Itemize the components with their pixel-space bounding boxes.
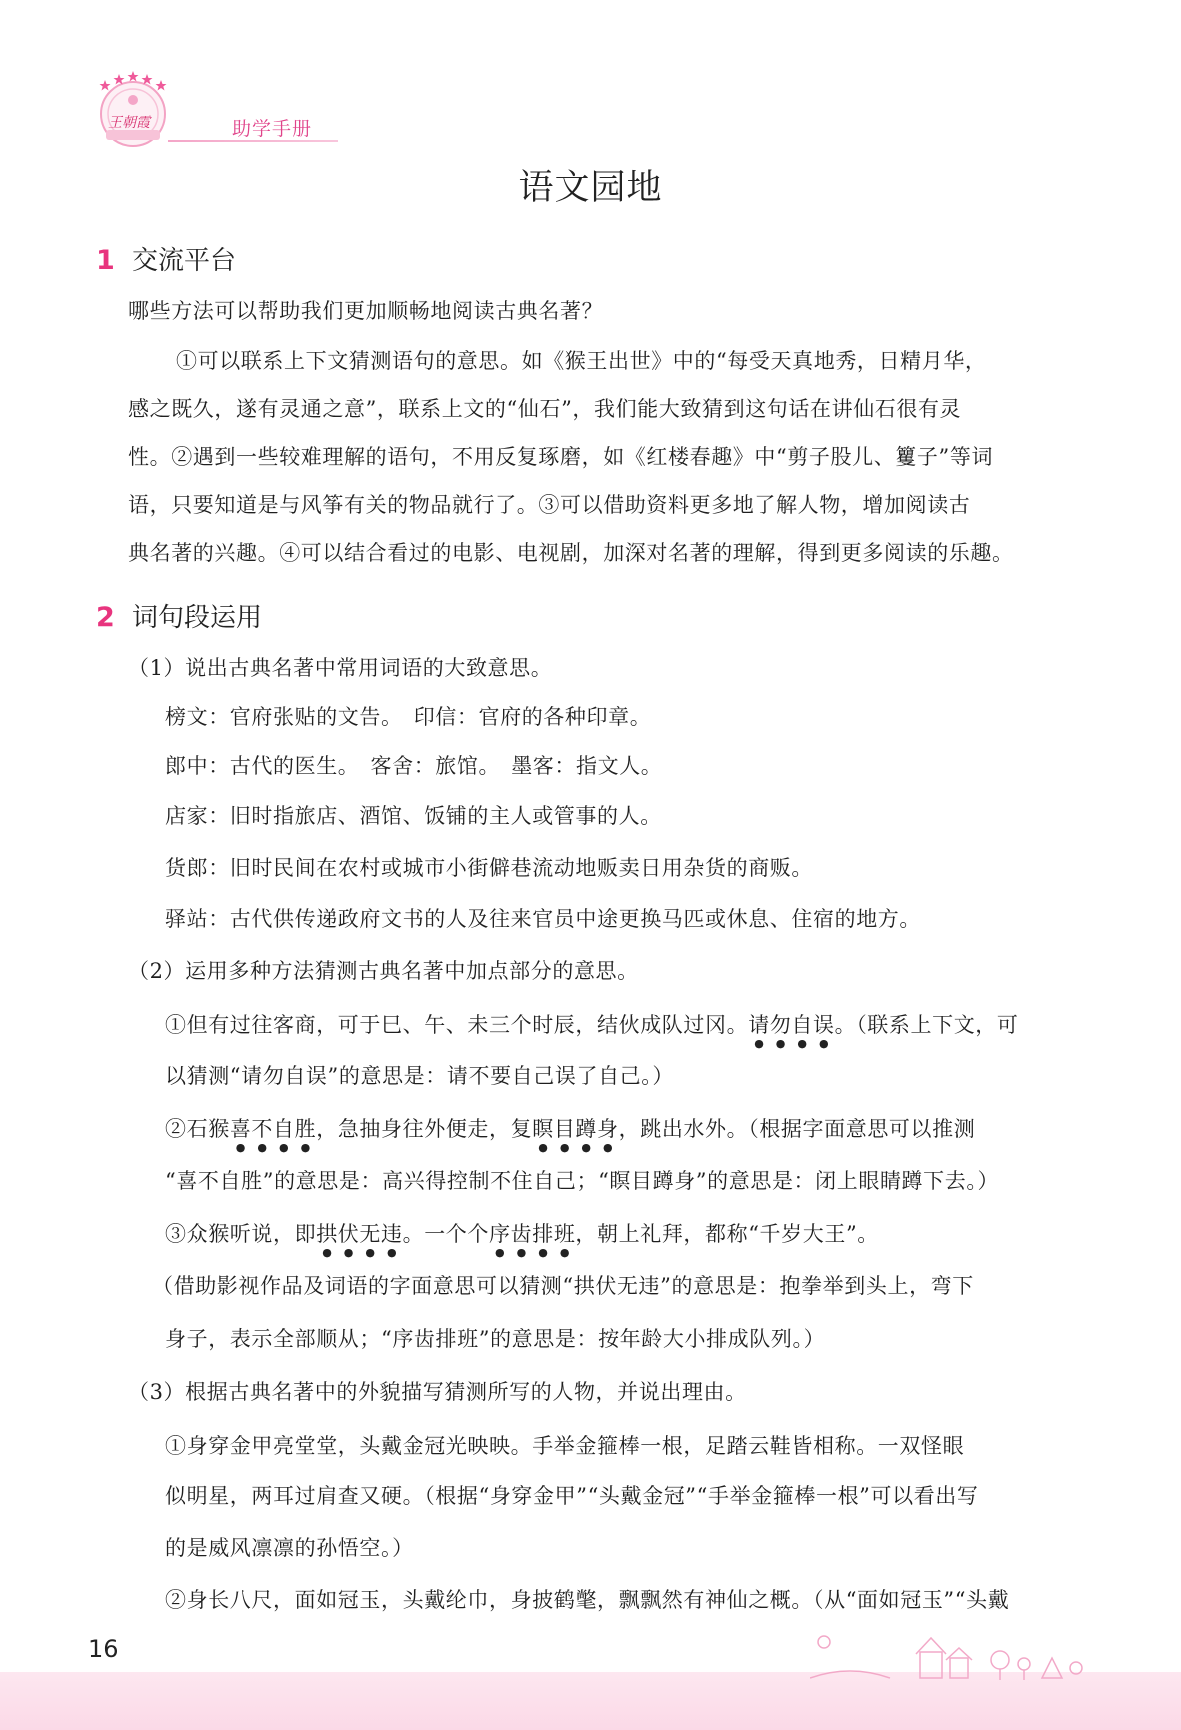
section-1-paragraph-line: 感之既久，遂有灵通之意”，联系上文的“仙石”，我们能大致猜到这句话在讲仙石很有灵 — [128, 397, 962, 421]
description-line: ①身穿金甲亮堂堂，头戴金冠光映映。手举金箍棒一根，足踏云鞋皆相称。一双怪眼 — [165, 1434, 965, 1458]
example-1 — [165, 1009, 1019, 1050]
dotted-phrase: 喜不自胜 — [229, 1117, 317, 1141]
example-3-text: ③众猴听说，即 — [165, 1222, 317, 1246]
header-section-label: 助学手册 — [232, 118, 313, 140]
example-2-text: ，急抽身往外便走，复 — [316, 1117, 533, 1141]
section-2-number: 2 — [96, 602, 115, 633]
section-1-title: 交流平台 — [132, 246, 237, 276]
logo-text: 王朝霞 — [108, 115, 150, 131]
vocab-item: 货郎：旧时民间在农村或城市小街僻巷流动地贩卖日用杂货的商贩。 — [165, 856, 813, 880]
section-2-heading — [96, 597, 262, 634]
vocab-item: 店家：旧时指旅店、酒馆、饭铺的主人或管事的人。 — [165, 804, 662, 828]
dotted-phrase: 瞑目蹲身 — [532, 1117, 619, 1141]
example-1-explanation: 以猜测“请勿自误”的意思是：请不要自己误了自己。） — [165, 1064, 674, 1088]
footer-house-decoration-icon — [810, 1628, 1090, 1682]
section-2-title: 词句段运用 — [132, 603, 263, 633]
publisher-logo-icon — [92, 68, 174, 150]
description-line: 的是威风凛凛的孙悟空。） — [165, 1536, 414, 1560]
example-1-note: 。（联系上下文，可 — [834, 1013, 1019, 1037]
example-2 — [165, 1113, 975, 1154]
vocab-item: 驿站：古代供传递政府文书的人及往来官员中途更换马匹或休息、住宿的地方。 — [165, 907, 921, 931]
section-1-number: 1 — [96, 245, 115, 276]
section-1-question: 哪些方法可以帮助我们更加顺畅地阅读古典名著？ — [128, 299, 604, 323]
section-1-heading — [96, 240, 236, 277]
example-3-explanation: （借助影视作品及词语的字面意思可以猜测“拱伏无违”的意思是：抱拳举到头上，弯下 — [152, 1274, 974, 1298]
vocab-item: 榜文：官府张贴的文告。 印信：官府的各种印章。 — [165, 705, 652, 729]
example-1-text: ①但有过往客商，可于巳、午、未三个时辰，结伙成队过冈。 — [165, 1013, 749, 1037]
page-title: 语文园地 — [518, 168, 663, 208]
description-line: 似明星，两耳过肩查又硬。（根据“身穿金甲”“头戴金冠”“手举金箍棒一根”可以看出写 — [165, 1484, 979, 1508]
section-1-paragraph-line: 典名著的兴趣。④可以结合看过的电影、电视剧，加深对名著的理解，得到更多阅读的乐趣。 — [128, 541, 1014, 565]
section-1-paragraph-line: 语，只要知道是与风筝有关的物品就行了。③可以借助资料更多地了解人物，增加阅读古 — [128, 493, 971, 517]
header-divider — [168, 140, 338, 142]
section-1-paragraph-line: 性。②遇到一些较难理解的语句，不用反复琢磨，如《红楼春趣》中“剪子股儿、籰子”等词 — [128, 445, 994, 469]
section-1-paragraph-line: ①可以联系上下文猜测语句的意思。如《猴王出世》中的“每受天真地秀，日精月华， — [176, 349, 987, 373]
page-number: 16 — [88, 1635, 119, 1663]
description-line: ②身长八尺，面如冠玉，头戴纶巾，身披鹤氅，飘飘然有神仙之概。（从“面如冠玉”“头戴 — [165, 1588, 1010, 1612]
example-3-explanation: 身子，表示全部顺从；“序齿排班”的意思是：按年龄大小排成队列。） — [165, 1327, 826, 1351]
example-2-text: ②石猴 — [165, 1117, 230, 1141]
part-3-heading: （3）根据古典名著中的外貌描写猜测所写的人物，并说出理由。 — [128, 1380, 747, 1404]
example-3 — [165, 1218, 879, 1259]
dotted-phrase: 请勿自误 — [748, 1013, 835, 1037]
dotted-phrase: 序齿排班 — [489, 1222, 576, 1246]
example-2-note: ，跳出水外。（根据字面意思可以推测 — [618, 1117, 976, 1141]
dotted-phrase: 拱伏无违 — [316, 1222, 403, 1246]
example-2-explanation: “喜不自胜”的意思是：高兴得控制不住自己；“瞑目蹲身”的意思是：闭上眼睛蹲下去。） — [165, 1169, 1000, 1193]
example-3-text: ，朝上礼拜，都称“千岁大王”。 — [575, 1222, 879, 1246]
part-1-heading: （1）说出古典名著中常用词语的大致意思。 — [128, 656, 553, 680]
part-2-heading: （2）运用多种方法猜测古典名著中加点部分的意思。 — [128, 959, 639, 983]
vocab-item: 郎中：古代的医生。 客舍：旅馆。 墨客：指文人。 — [165, 754, 663, 778]
example-3-text: 。一个个 — [402, 1222, 490, 1246]
